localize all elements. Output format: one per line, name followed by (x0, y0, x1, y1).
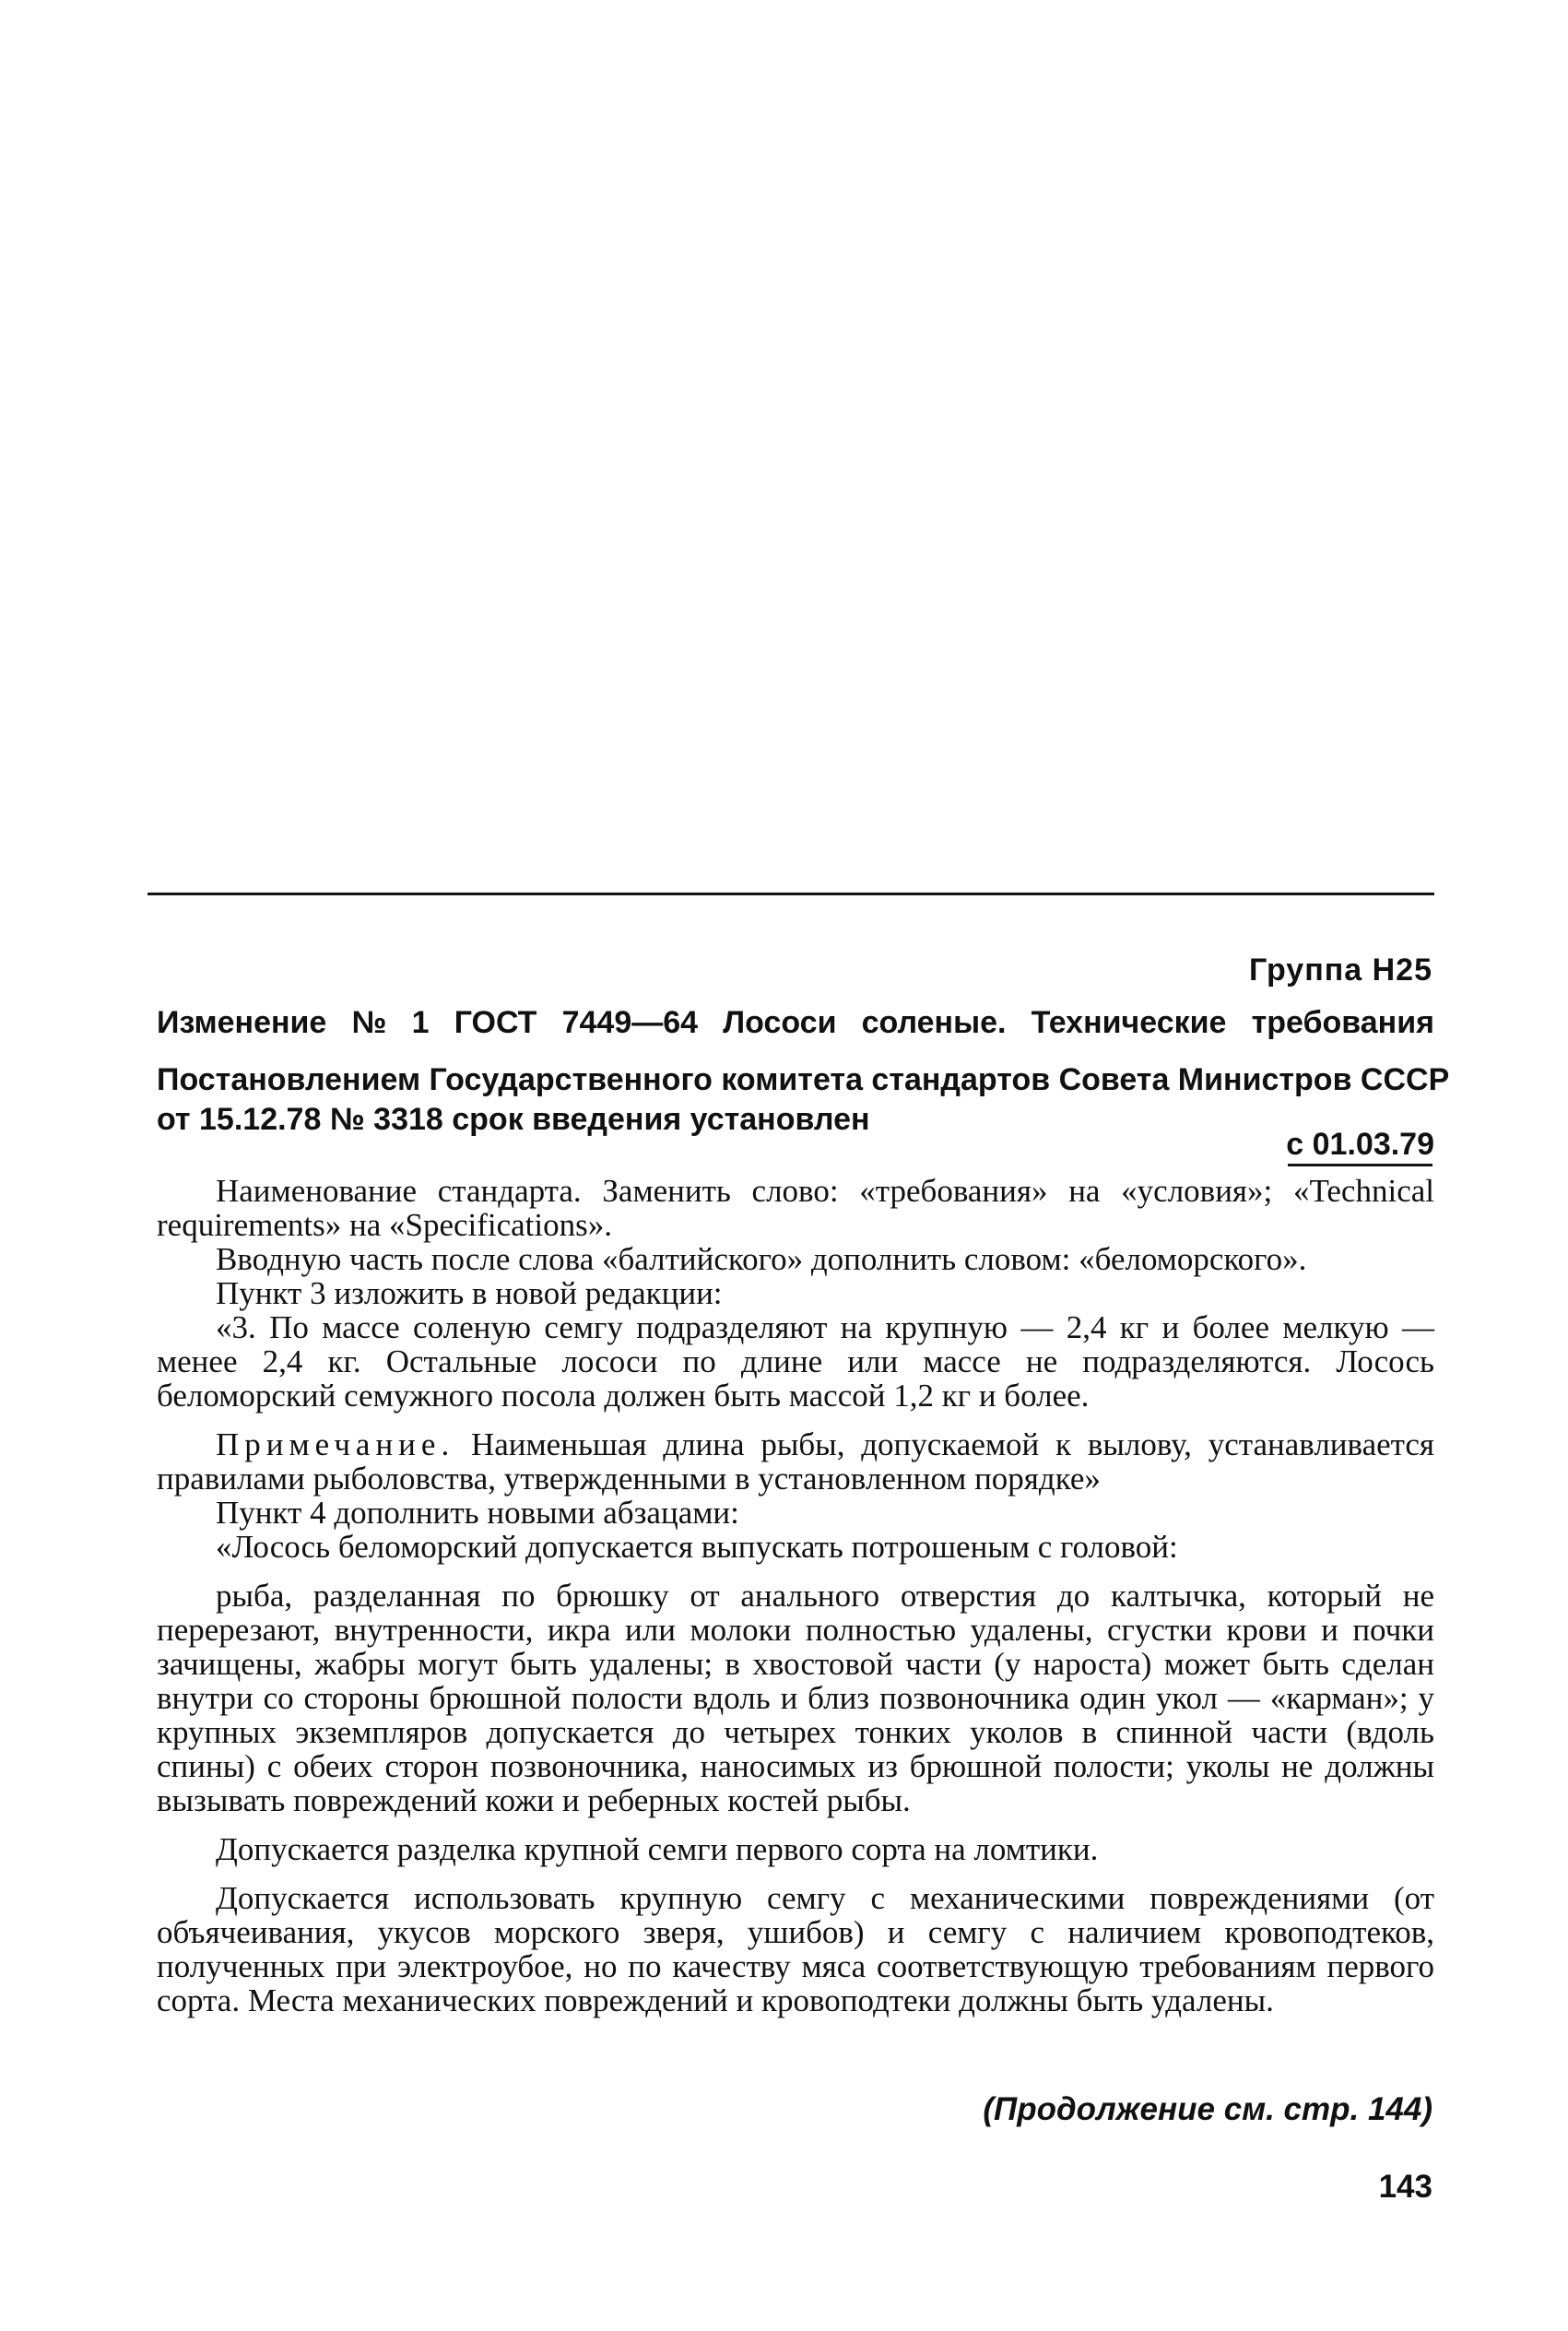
title-word: 7449—64 (561, 1005, 699, 1040)
group-code: Группа Н25 (1248, 953, 1432, 988)
resolution-line-1: Постановлением Государственного комитета стандартов Совета Министров СССР (157, 1062, 1450, 1097)
note-label: Примечание. (216, 1426, 455, 1462)
title-word: Технические (1031, 1005, 1227, 1040)
top-separator-rule (147, 893, 1434, 895)
paragraph-white-sea-salmon: «Лосось беломорский допускается выпускать потрошеным с головой: (216, 1529, 1178, 1565)
paragraph-gutting-description: рыба, разделанная по брюшку от анального отверстия до калтычка, который не перерезают, внутренности, икра или молоки полностью удалены, сгустки крови и почки зачищены, жабры могут быть удалены; в хвостовой части (у нароста) может быть сделан внутри со стороны брюшной полости вдоль и близ позвоночника один укол — «карман»; у крупных экземпляров допускается до четырех тонких уколов в спинной части (вдоль спины) с обеих сторон позвоночника, наносимых из брюшной полости; уколы не должны вызывать повреждений кожи и реберных костей рыбы. (157, 1578, 1434, 1818)
resolution-line-2: от 15.12.78 № 3318 срок введения установлен (157, 1102, 870, 1137)
amendment-body (157, 1174, 1434, 2017)
title-word: Лососи (723, 1005, 837, 1040)
note-paragraph (157, 1427, 1434, 1496)
paragraph-intro-change: Вводную часть после слова «балтийского» дополнить словом: «беломорского». (216, 1241, 1307, 1277)
note-text: Наименьшая длина рыбы, допускаемой к вылову, устанавливается правилами рыболовства, утвержденными в установленном порядке» (157, 1426, 1434, 1497)
amendment-heading (157, 1003, 1450, 1140)
title-word: № (351, 1005, 387, 1040)
effective-date-underline (1288, 1164, 1432, 1166)
title-word: ГОСТ (454, 1005, 537, 1040)
title-word: 1 (411, 1005, 430, 1040)
title-word: соленые. (861, 1005, 1007, 1040)
paragraph-damaged-salmon: Допускается использовать крупную семгу с механическими повреждениями (от объячеивания, укусов морского зверя, ушибов) и семгу с наличием кровоподтеков, полученных при электроубое, но по качеству мяса соответствующую требованиям первого сорта. Места механических повреждений и кровоподтеки должны быть удалены. (157, 1880, 1434, 2018)
title-word: Изменение (157, 1005, 327, 1040)
effective-date: с 01.03.79 (1286, 1127, 1434, 1162)
paragraph-clause-3-intro: Пункт 3 изложить в новой редакции: (216, 1275, 723, 1311)
continuation-note: (Продолжение см. стр. 144) (983, 2091, 1432, 2127)
paragraph-clause-4-intro: Пункт 4 дополнить новыми абзацами: (216, 1495, 739, 1531)
title-word: требования (1251, 1005, 1434, 1040)
page-number: 143 (1378, 2169, 1432, 2205)
paragraph-clause-3-text: «3. По массе соленую семгу подразделяют на крупную — 2,4 кг и более мелкую — менее 2,4 кг. Остальные лососи по длине или массе не подразделяются. Лосось беломорский семужного посола должен быть массой 1,2 кг и более. (157, 1309, 1434, 1414)
paragraph-title-change: Наименование стандарта. Заменить слово: «требования» на «условия»; «Technical requirements» на «Specifications». (157, 1173, 1434, 1243)
amendment-title (157, 1003, 1434, 1043)
paragraph-slicing: Допускается разделка крупной семги первого сорта на ломтики. (216, 1831, 1099, 1867)
